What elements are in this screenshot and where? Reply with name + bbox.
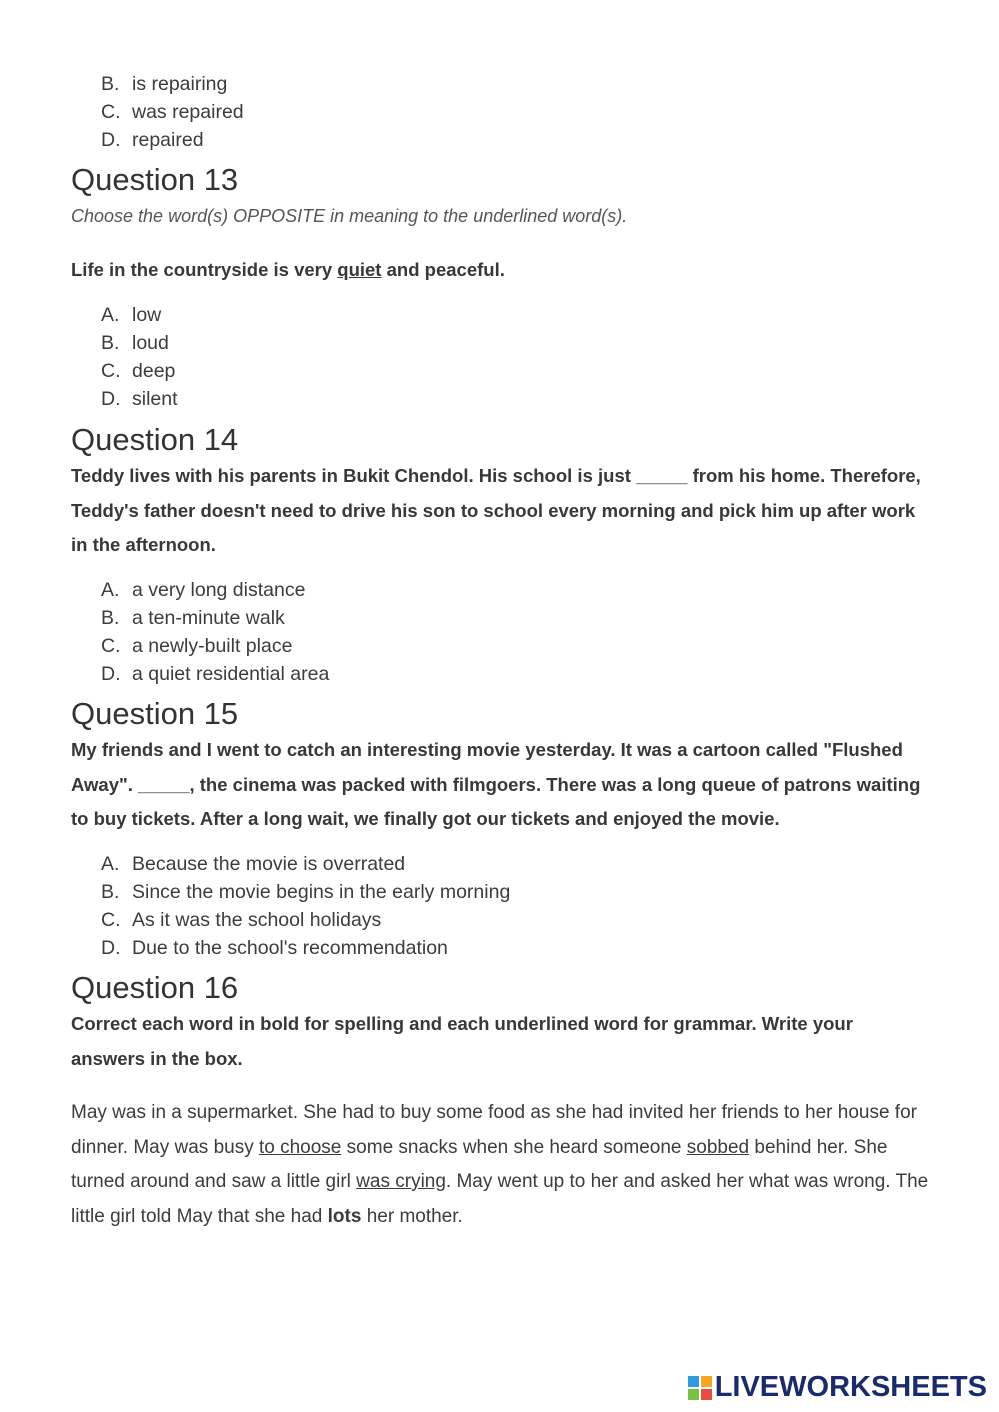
option-letter: D. [101, 937, 121, 959]
option-text: Due to the school's recommendation [132, 937, 448, 959]
option-text: deep [132, 360, 176, 382]
option-text: repaired [132, 129, 204, 151]
story-part-3: behind her. She turned around and saw a little girl [71, 1136, 888, 1192]
option-letter: C. [101, 635, 121, 657]
story-part-4: . May went up to her and asked her what was wrong. The little girl told May that she had [71, 1171, 929, 1227]
q16-title: Question 16 [71, 970, 239, 1005]
story-part-5: her mother. [361, 1205, 463, 1227]
liveworksheets-logo [688, 1371, 987, 1404]
option-letter: D. [101, 663, 121, 685]
option-item[interactable] [101, 604, 329, 632]
option-item[interactable] [101, 301, 178, 329]
q15-options [71, 850, 510, 962]
option-letter: C. [101, 360, 121, 382]
story-underlined-3: was crying [356, 1171, 446, 1192]
option-letter: D. [101, 388, 121, 410]
option-letter: B. [101, 332, 120, 354]
option-item[interactable] [101, 660, 329, 688]
story-underlined-2: sobbed [686, 1136, 750, 1158]
option-item[interactable] [101, 385, 178, 413]
option-item[interactable] [101, 126, 244, 154]
option-item[interactable] [101, 850, 510, 878]
option-item[interactable] [101, 329, 178, 357]
story-underlined-1: to choose [258, 1136, 342, 1158]
option-text: a newly-built place [132, 635, 293, 657]
option-text: was repaired [132, 101, 244, 123]
q14-title: Question 14 [71, 422, 239, 457]
q13-sentence-pre: Life in the countryside is very [71, 259, 338, 280]
q13-sentence-post: and peaceful. [381, 259, 505, 280]
option-letter: C. [101, 909, 121, 931]
option-letter: D. [101, 129, 121, 151]
option-letter: A. [101, 579, 120, 601]
option-text: a ten-minute walk [132, 607, 285, 629]
option-item[interactable] [101, 357, 178, 385]
story-bold-1: lots [327, 1205, 362, 1227]
option-item[interactable] [101, 98, 244, 126]
option-text: As it was the school holidays [132, 909, 382, 931]
option-item[interactable] [101, 878, 510, 906]
story-part-2: some snacks when she heard someone [341, 1136, 687, 1158]
liveworksheets-wordmark: LIVEWORKSHEETS [714, 1371, 987, 1403]
q13-underlined-word: quiet [337, 259, 382, 280]
option-text: low [132, 304, 162, 326]
option-letter: A. [101, 304, 120, 326]
option-text: is repairing [132, 73, 228, 95]
option-text: Because the movie is overrated [132, 853, 406, 875]
q12-options [71, 70, 244, 154]
q16-instruction: Correct each word in bold for spelling and each underlined word for grammar. Write your answers in the box. [71, 1013, 853, 1069]
option-letter: B. [101, 607, 120, 629]
option-text: silent [132, 388, 178, 410]
option-letter: A. [101, 853, 120, 875]
option-text: Since the movie begins in the early morning [132, 881, 511, 903]
option-text: a quiet residential area [132, 663, 330, 685]
q13-title: Question 13 [71, 162, 239, 197]
liveworksheets-blocks-icon [688, 1376, 712, 1400]
q16-story [71, 1096, 931, 1234]
option-letter: C. [101, 101, 121, 123]
option-letter: B. [101, 73, 120, 95]
option-text: loud [132, 332, 169, 354]
option-item[interactable] [101, 632, 329, 660]
option-item[interactable] [101, 70, 244, 98]
q13-options [71, 301, 178, 413]
q15-title: Question 15 [71, 696, 239, 731]
q15-text: My friends and I went to catch an interesting movie yesterday. It was a cartoon called "Flushed Away". _____, the cinema was packed with filmgoers. There was a long queue of patrons waiting to buy tickets. After a long wait, we finally got our tickets and enjoyed the movie. [71, 739, 921, 829]
option-item[interactable] [101, 906, 510, 934]
q14-options [71, 576, 329, 688]
story-part-1: May was in a supermarket. She had to buy some food as she had invited her friends to her house for dinner. May was busy [71, 1102, 917, 1158]
q14-text: Teddy lives with his parents in Bukit Chendol. His school is just _____ from his home. Therefore, Teddy's father doesn't need to drive his son to school every morning and pick him up after work in the afternoon. [71, 465, 921, 555]
q13-sentence [71, 253, 931, 288]
option-letter: B. [101, 881, 120, 903]
option-item[interactable] [101, 576, 329, 604]
q13-instruction: Choose the word(s) OPPOSITE in meaning to the underlined word(s). [71, 206, 628, 226]
option-item[interactable] [101, 934, 510, 962]
option-text: a very long distance [132, 579, 306, 601]
